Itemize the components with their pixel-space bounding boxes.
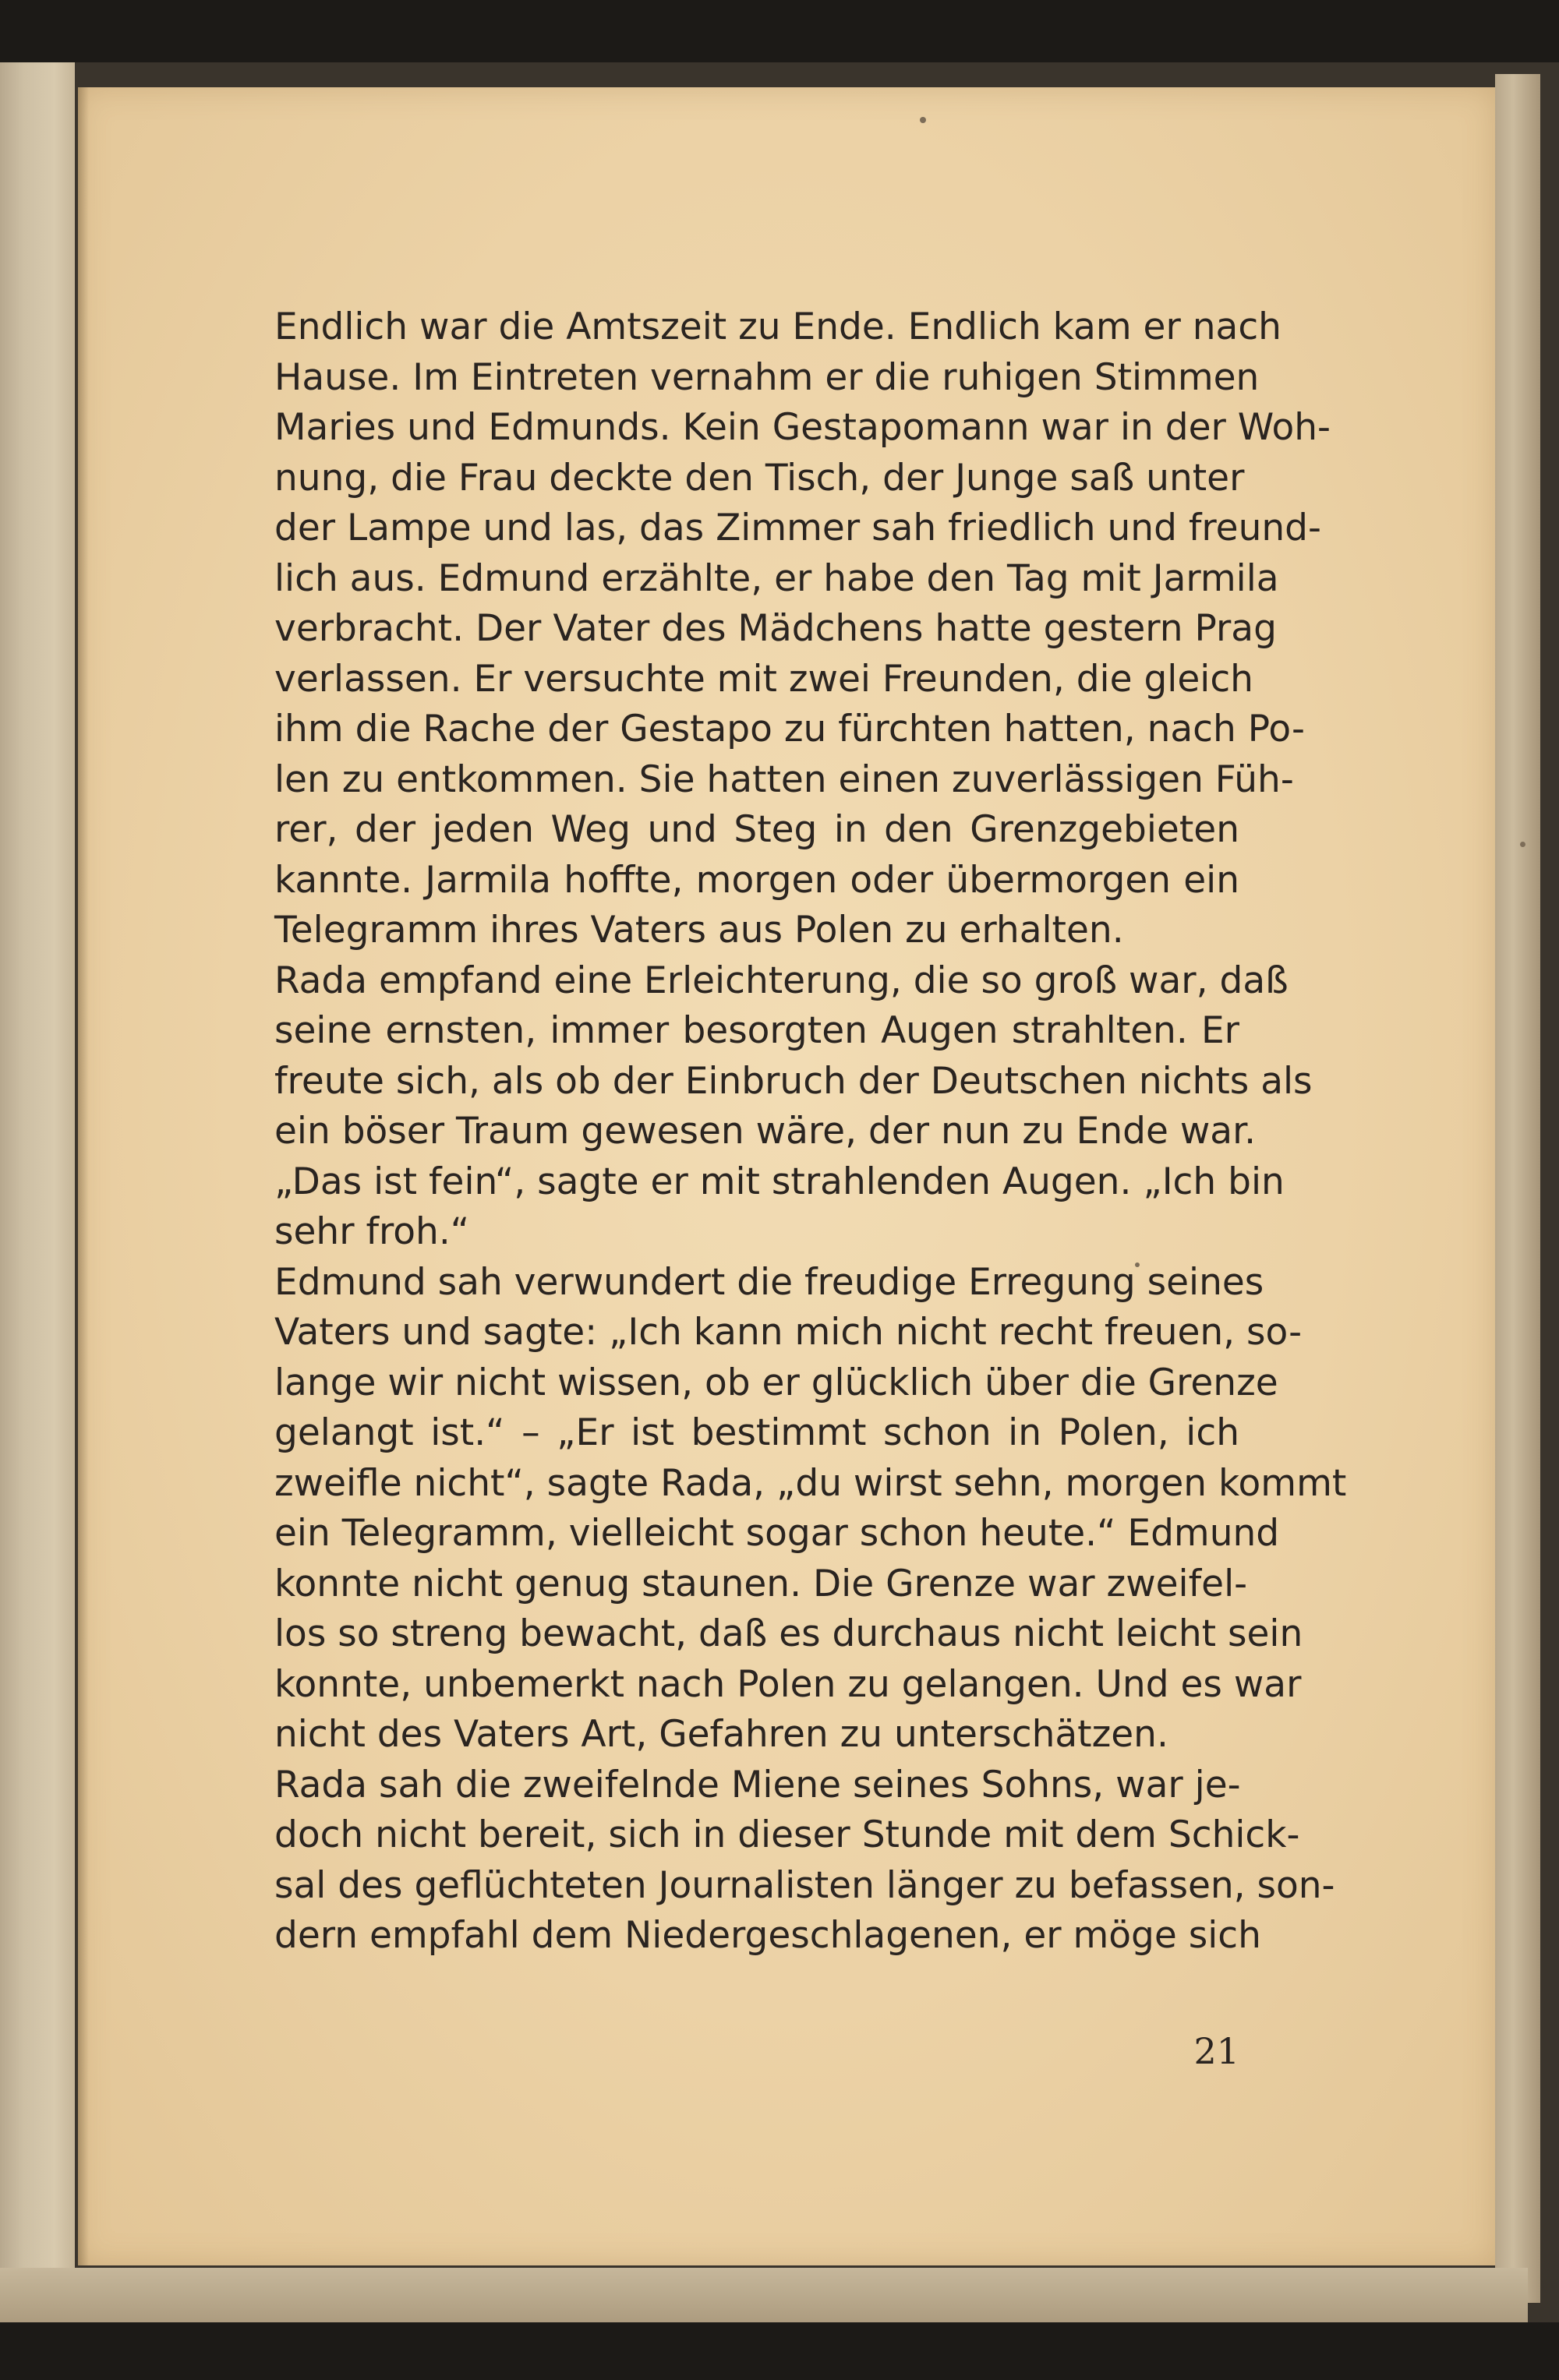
text-line: Hause. Im Eintreten vernahm er die ruhigen Stimmen (274, 355, 1260, 399)
page-number: 21 (1193, 2030, 1239, 2072)
text-line: ein Telegramm, vielleicht sogar schon heute.“ Edmund (274, 1512, 1280, 1555)
text-line: ihm die Rache der Gestapo zu fürchten hatten, nach Po- (274, 708, 1305, 750)
page-gutter-shadow (78, 87, 89, 2265)
cover-edge-bottom (0, 2268, 1528, 2322)
text-line: „Das ist fein“, sagte er mit strahlenden Augen. „Ich bin (274, 1160, 1285, 1203)
text-line: der Lampe und las, das Zimmer sah friedlich und freund- (274, 507, 1321, 549)
text-line: seine ernsten, immer besorgten Augen strahlten. Er (274, 1009, 1239, 1052)
text-line: freute sich, als ob der Einbruch der Deutschen nichts als (274, 1059, 1313, 1103)
paper-speck (1520, 842, 1525, 847)
text-line: lange wir nicht wissen, ob er glücklich über die Grenze (274, 1361, 1278, 1404)
text-line: ein böser Traum gewesen wäre, der nun zu Ende war. (274, 1110, 1257, 1153)
text-line: gelangt ist.“ – „Er ist bestimmt schon in Polen, ich (274, 1411, 1239, 1454)
text-line: rer, der jeden Weg und Steg in den Grenzgebieten (274, 808, 1239, 851)
text-line: len zu entkommen. Sie hatten einen zuverlässigen Füh- (274, 757, 1294, 801)
text-line: Rada empfand eine Erleichterung, die so groß war, daß (274, 959, 1289, 1002)
text-line: Vaters und sagte: „Ich kann mich nicht recht freuen, so- (274, 1311, 1303, 1354)
cover-edge-right (1495, 74, 1540, 2303)
text-line: Endlich war die Amtszeit zu Ende. Endlich kam er nach (274, 305, 1281, 348)
text-line: sal des geflüchteten Journalisten länger zu befassen, son- (274, 1863, 1335, 1907)
text-line: zweifle nicht“, sagte Rada, „du wirst sehn, morgen kommt (274, 1461, 1347, 1505)
paper-speck (920, 117, 926, 123)
text-line: dern empfahl dem Niedergeschlagenen, er möge sich (274, 1914, 1261, 1957)
text-line: nung, die Frau deckte den Tisch, der Junge saß unter (274, 456, 1245, 500)
text-line: lich aus. Edmund erzählte, er habe den Tag mit Jarmila (274, 556, 1279, 600)
text-line: verlassen. Er versuchte mit zwei Freunden, die gleich (274, 657, 1253, 701)
text-line: verbracht. Der Vater des Mädchens hatte gestern Prag (274, 607, 1277, 650)
text-line: los so streng bewacht, daß es durchaus nicht leicht sein (274, 1612, 1303, 1655)
text-line: konnte nicht genug staunen. Die Grenze war zweifel- (274, 1562, 1248, 1605)
cover-edge-left (0, 62, 75, 2322)
text-line: Telegramm ihres Vaters aus Polen zu erhalten. (274, 909, 1124, 952)
text-line: Maries und Edmunds. Kein Gestapomann war in der Woh- (274, 406, 1331, 449)
text-line: Edmund sah verwundert die freudige Erregung seines (274, 1260, 1264, 1304)
text-line: sehr froh.“ (274, 1210, 470, 1253)
text-line: nicht des Vaters Art, Gefahren zu unterschätzen. (274, 1713, 1168, 1756)
text-line: kannte. Jarmila hoffte, morgen oder übermorgen ein (274, 858, 1239, 902)
text-line: Rada sah die zweifelnde Miene seines Sohns, war je- (274, 1763, 1241, 1806)
body-text (274, 302, 1347, 1962)
text-line: doch nicht bereit, sich in dieser Stunde mit dem Schick- (274, 1813, 1300, 1856)
text-line: konnte, unbemerkt nach Polen zu gelangen. Und es war (274, 1662, 1302, 1706)
